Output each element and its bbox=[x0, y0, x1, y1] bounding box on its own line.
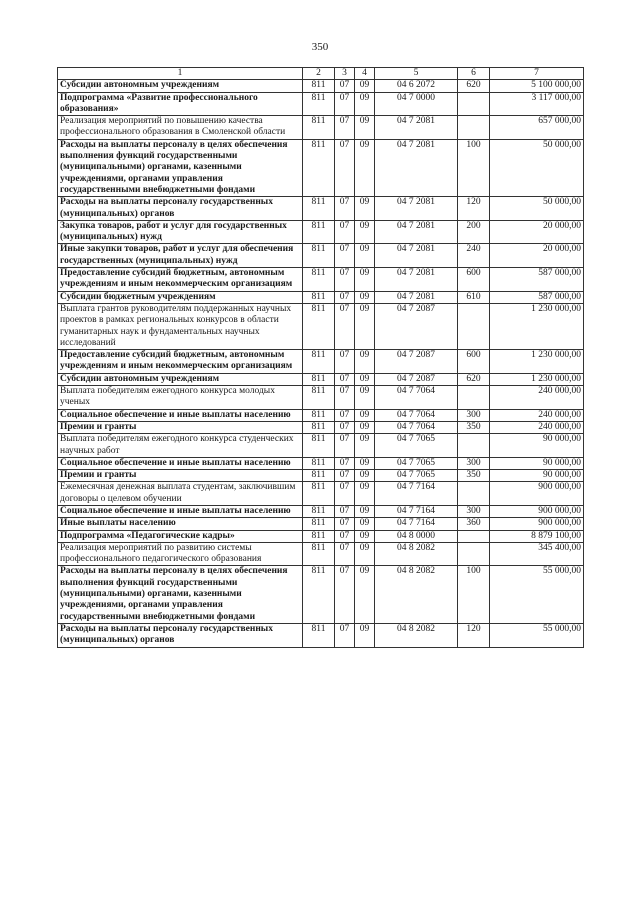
table-row bbox=[58, 244, 584, 268]
row-code-5-cell: 04 7 2081 bbox=[375, 220, 458, 244]
row-code-2-cell: 811 bbox=[303, 623, 335, 647]
row-code-3-cell: 07 bbox=[335, 139, 355, 196]
table-row bbox=[58, 434, 584, 458]
header-cell: 7 bbox=[490, 68, 584, 80]
row-amount-cell: 900 000,00 bbox=[490, 482, 584, 506]
row-amount-cell: 900 000,00 bbox=[490, 505, 584, 517]
row-code-5-cell: 04 7 7065 bbox=[375, 434, 458, 458]
row-code-4-cell: 09 bbox=[355, 457, 375, 469]
row-code-4-cell: 09 bbox=[355, 291, 375, 303]
row-code-4-cell: 09 bbox=[355, 139, 375, 196]
row-amount-cell: 90 000,00 bbox=[490, 457, 584, 469]
table-row bbox=[58, 518, 584, 530]
row-amount-cell: 55 000,00 bbox=[490, 623, 584, 647]
row-name-cell: Расходы на выплаты персоналу в целях обеспечения выполнения функций государственными (муниципальными) органами, казенными учреждениями, органами управления государственными внебюджетными фондами bbox=[58, 139, 303, 196]
table-row bbox=[58, 457, 584, 469]
row-code-6-cell bbox=[458, 434, 490, 458]
row-name-cell: Ежемесячная денежная выплата студентам, заключившим договоры о целевом обучении bbox=[58, 482, 303, 506]
row-amount-cell: 3 117 000,00 bbox=[490, 92, 584, 116]
row-code-6-cell: 610 bbox=[458, 291, 490, 303]
row-code-3-cell: 07 bbox=[335, 116, 355, 140]
row-amount-cell: 587 000,00 bbox=[490, 291, 584, 303]
row-code-5-cell: 04 8 2082 bbox=[375, 542, 458, 566]
row-code-4-cell: 09 bbox=[355, 116, 375, 140]
row-code-5-cell: 04 7 2087 bbox=[375, 303, 458, 349]
row-amount-cell: 240 000,00 bbox=[490, 386, 584, 410]
row-code-4-cell: 09 bbox=[355, 197, 375, 221]
row-code-3-cell: 07 bbox=[335, 530, 355, 542]
row-code-6-cell: 350 bbox=[458, 470, 490, 482]
row-code-3-cell: 07 bbox=[335, 268, 355, 292]
table-row bbox=[58, 268, 584, 292]
row-code-2-cell: 811 bbox=[303, 457, 335, 469]
header-cell: 2 bbox=[303, 68, 335, 80]
row-code-2-cell: 811 bbox=[303, 518, 335, 530]
row-code-4-cell: 09 bbox=[355, 505, 375, 517]
table-row bbox=[58, 530, 584, 542]
table-row bbox=[58, 197, 584, 221]
row-amount-cell: 240 000,00 bbox=[490, 421, 584, 433]
row-code-2-cell: 811 bbox=[303, 244, 335, 268]
row-name-cell: Подпрограмма «Развитие профессионального образования» bbox=[58, 92, 303, 116]
row-code-4-cell: 09 bbox=[355, 542, 375, 566]
row-code-5-cell: 04 7 7065 bbox=[375, 470, 458, 482]
row-code-4-cell: 09 bbox=[355, 303, 375, 349]
row-code-2-cell: 811 bbox=[303, 434, 335, 458]
row-amount-cell: 240 000,00 bbox=[490, 409, 584, 421]
table-row bbox=[58, 220, 584, 244]
table-row bbox=[58, 373, 584, 385]
table-header-row bbox=[58, 68, 584, 80]
row-code-3-cell: 07 bbox=[335, 291, 355, 303]
row-code-3-cell: 07 bbox=[335, 244, 355, 268]
row-code-6-cell bbox=[458, 92, 490, 116]
row-code-3-cell: 07 bbox=[335, 373, 355, 385]
row-amount-cell: 1 230 000,00 bbox=[490, 350, 584, 374]
row-code-5-cell: 04 7 7164 bbox=[375, 518, 458, 530]
row-code-3-cell: 07 bbox=[335, 80, 355, 92]
table-row bbox=[58, 409, 584, 421]
table-row bbox=[58, 623, 584, 647]
row-name-cell: Социальное обеспечение и иные выплаты населению bbox=[58, 505, 303, 517]
row-code-4-cell: 09 bbox=[355, 268, 375, 292]
table-row bbox=[58, 505, 584, 517]
row-code-3-cell: 07 bbox=[335, 220, 355, 244]
row-amount-cell: 8 879 100,00 bbox=[490, 530, 584, 542]
row-code-6-cell bbox=[458, 386, 490, 410]
row-code-6-cell: 240 bbox=[458, 244, 490, 268]
row-code-6-cell: 620 bbox=[458, 373, 490, 385]
row-code-5-cell: 04 8 2082 bbox=[375, 566, 458, 623]
row-code-4-cell: 09 bbox=[355, 530, 375, 542]
row-name-cell: Премии и гранты bbox=[58, 421, 303, 433]
row-code-3-cell: 07 bbox=[335, 421, 355, 433]
row-code-2-cell: 811 bbox=[303, 409, 335, 421]
row-code-4-cell: 09 bbox=[355, 92, 375, 116]
row-code-4-cell: 09 bbox=[355, 244, 375, 268]
header-cell: 4 bbox=[355, 68, 375, 80]
table-row bbox=[58, 482, 584, 506]
header-cell: 6 bbox=[458, 68, 490, 80]
page-number: 350 bbox=[311, 41, 329, 53]
row-code-6-cell: 600 bbox=[458, 350, 490, 374]
table-row bbox=[58, 291, 584, 303]
row-name-cell: Расходы на выплаты персоналу в целях обеспечения выполнения функций государственными (муниципальными) органами, казенными учреждениями, органами управления государственными внебюджетными фондами bbox=[58, 566, 303, 623]
row-code-4-cell: 09 bbox=[355, 518, 375, 530]
row-code-6-cell bbox=[458, 530, 490, 542]
row-amount-cell: 20 000,00 bbox=[490, 220, 584, 244]
row-code-3-cell: 07 bbox=[335, 434, 355, 458]
row-name-cell: Премии и гранты bbox=[58, 470, 303, 482]
row-code-5-cell: 04 7 7065 bbox=[375, 457, 458, 469]
row-amount-cell: 55 000,00 bbox=[490, 566, 584, 623]
row-code-2-cell: 811 bbox=[303, 291, 335, 303]
table-row bbox=[58, 566, 584, 623]
row-code-3-cell: 07 bbox=[335, 409, 355, 421]
header-cell: 3 bbox=[335, 68, 355, 80]
table-row bbox=[58, 303, 584, 349]
row-code-5-cell: 04 7 2081 bbox=[375, 139, 458, 196]
table-row bbox=[58, 386, 584, 410]
row-code-4-cell: 09 bbox=[355, 409, 375, 421]
row-code-3-cell: 07 bbox=[335, 566, 355, 623]
row-code-2-cell: 811 bbox=[303, 197, 335, 221]
row-code-5-cell: 04 7 0000 bbox=[375, 92, 458, 116]
table-row bbox=[58, 542, 584, 566]
row-code-2-cell: 811 bbox=[303, 505, 335, 517]
row-code-5-cell: 04 7 7064 bbox=[375, 409, 458, 421]
row-name-cell: Субсидии автономным учреждениям bbox=[58, 373, 303, 385]
row-name-cell: Выплата победителям ежегодного конкурса молодых ученых bbox=[58, 386, 303, 410]
row-code-3-cell: 07 bbox=[335, 505, 355, 517]
row-code-3-cell: 07 bbox=[335, 92, 355, 116]
row-code-2-cell: 811 bbox=[303, 116, 335, 140]
row-code-6-cell bbox=[458, 303, 490, 349]
row-code-3-cell: 07 bbox=[335, 482, 355, 506]
budget-table bbox=[57, 67, 584, 648]
header-cell: 1 bbox=[58, 68, 303, 80]
row-name-cell: Социальное обеспечение и иные выплаты населению bbox=[58, 409, 303, 421]
row-code-2-cell: 811 bbox=[303, 92, 335, 116]
row-code-5-cell: 04 7 2081 bbox=[375, 197, 458, 221]
row-name-cell: Закупка товаров, работ и услуг для государственных (муниципальных) нужд bbox=[58, 220, 303, 244]
row-name-cell: Реализация мероприятий по повышению качества профессионального образования в Смоленской области bbox=[58, 116, 303, 140]
row-code-2-cell: 811 bbox=[303, 470, 335, 482]
table-row bbox=[58, 470, 584, 482]
table-body bbox=[58, 80, 584, 647]
row-amount-cell: 657 000,00 bbox=[490, 116, 584, 140]
row-code-5-cell: 04 7 2081 bbox=[375, 244, 458, 268]
row-code-5-cell: 04 7 2087 bbox=[375, 350, 458, 374]
row-amount-cell: 345 400,00 bbox=[490, 542, 584, 566]
row-amount-cell: 50 000,00 bbox=[490, 139, 584, 196]
row-name-cell: Предоставление субсидий бюджетным, автономным учреждениям и иным некоммерческим организациям bbox=[58, 350, 303, 374]
row-amount-cell: 900 000,00 bbox=[490, 518, 584, 530]
row-name-cell: Иные закупки товаров, работ и услуг для обеспечения государственных (муниципальных) нужд bbox=[58, 244, 303, 268]
row-name-cell: Иные выплаты населению bbox=[58, 518, 303, 530]
table-row bbox=[58, 116, 584, 140]
row-name-cell: Расходы на выплаты персоналу государственных (муниципальных) органов bbox=[58, 623, 303, 647]
row-code-4-cell: 09 bbox=[355, 482, 375, 506]
row-code-5-cell: 04 8 0000 bbox=[375, 530, 458, 542]
row-code-2-cell: 811 bbox=[303, 482, 335, 506]
row-amount-cell: 587 000,00 bbox=[490, 268, 584, 292]
row-code-6-cell: 120 bbox=[458, 623, 490, 647]
row-code-6-cell: 100 bbox=[458, 139, 490, 196]
row-code-6-cell bbox=[458, 116, 490, 140]
table-row bbox=[58, 80, 584, 92]
row-name-cell: Выплата победителям ежегодного конкурса студенческих научных работ bbox=[58, 434, 303, 458]
row-code-3-cell: 07 bbox=[335, 457, 355, 469]
row-code-6-cell: 360 bbox=[458, 518, 490, 530]
row-code-2-cell: 811 bbox=[303, 542, 335, 566]
table-row bbox=[58, 350, 584, 374]
row-code-4-cell: 09 bbox=[355, 373, 375, 385]
row-code-2-cell: 811 bbox=[303, 139, 335, 196]
row-amount-cell: 90 000,00 bbox=[490, 470, 584, 482]
row-code-4-cell: 09 bbox=[355, 434, 375, 458]
row-code-6-cell: 100 bbox=[458, 566, 490, 623]
row-code-4-cell: 09 bbox=[355, 220, 375, 244]
row-code-2-cell: 811 bbox=[303, 80, 335, 92]
row-code-6-cell: 350 bbox=[458, 421, 490, 433]
row-code-3-cell: 07 bbox=[335, 303, 355, 349]
row-amount-cell: 90 000,00 bbox=[490, 434, 584, 458]
row-code-4-cell: 09 bbox=[355, 566, 375, 623]
row-code-2-cell: 811 bbox=[303, 220, 335, 244]
row-code-2-cell: 811 bbox=[303, 386, 335, 410]
row-code-6-cell: 200 bbox=[458, 220, 490, 244]
row-code-4-cell: 09 bbox=[355, 623, 375, 647]
row-code-3-cell: 07 bbox=[335, 542, 355, 566]
row-code-6-cell bbox=[458, 482, 490, 506]
row-code-2-cell: 811 bbox=[303, 268, 335, 292]
row-code-5-cell: 04 7 2081 bbox=[375, 291, 458, 303]
row-code-5-cell: 04 7 7064 bbox=[375, 421, 458, 433]
row-code-6-cell: 300 bbox=[458, 409, 490, 421]
row-amount-cell: 20 000,00 bbox=[490, 244, 584, 268]
table-row bbox=[58, 92, 584, 116]
row-amount-cell: 5 100 000,00 bbox=[490, 80, 584, 92]
row-code-2-cell: 811 bbox=[303, 421, 335, 433]
row-code-2-cell: 811 bbox=[303, 350, 335, 374]
row-code-4-cell: 09 bbox=[355, 421, 375, 433]
row-code-2-cell: 811 bbox=[303, 566, 335, 623]
table-row bbox=[58, 139, 584, 196]
row-code-6-cell: 600 bbox=[458, 268, 490, 292]
row-code-6-cell bbox=[458, 542, 490, 566]
row-code-3-cell: 07 bbox=[335, 470, 355, 482]
row-name-cell: Расходы на выплаты персоналу государственных (муниципальных) органов bbox=[58, 197, 303, 221]
row-amount-cell: 1 230 000,00 bbox=[490, 303, 584, 349]
row-code-5-cell: 04 6 2072 bbox=[375, 80, 458, 92]
row-name-cell: Социальное обеспечение и иные выплаты населению bbox=[58, 457, 303, 469]
row-code-6-cell: 620 bbox=[458, 80, 490, 92]
row-name-cell: Субсидии бюджетным учреждениям bbox=[58, 291, 303, 303]
row-code-5-cell: 04 7 7064 bbox=[375, 386, 458, 410]
row-code-6-cell: 300 bbox=[458, 457, 490, 469]
row-code-2-cell: 811 bbox=[303, 303, 335, 349]
row-code-5-cell: 04 7 7164 bbox=[375, 505, 458, 517]
row-code-5-cell: 04 7 7164 bbox=[375, 482, 458, 506]
row-code-5-cell: 04 8 2082 bbox=[375, 623, 458, 647]
row-code-4-cell: 09 bbox=[355, 386, 375, 410]
table-row bbox=[58, 421, 584, 433]
row-code-4-cell: 09 bbox=[355, 470, 375, 482]
row-code-5-cell: 04 7 2081 bbox=[375, 268, 458, 292]
row-code-6-cell: 120 bbox=[458, 197, 490, 221]
row-code-2-cell: 811 bbox=[303, 530, 335, 542]
header-cell: 5 bbox=[375, 68, 458, 80]
row-name-cell: Субсидии автономным учреждениям bbox=[58, 80, 303, 92]
row-code-6-cell: 300 bbox=[458, 505, 490, 517]
row-code-3-cell: 07 bbox=[335, 197, 355, 221]
row-name-cell: Предоставление субсидий бюджетным, автономным учреждениям и иным некоммерческим организациям bbox=[58, 268, 303, 292]
row-code-4-cell: 09 bbox=[355, 350, 375, 374]
row-name-cell: Реализация мероприятий по развитию системы профессионального педагогического образования bbox=[58, 542, 303, 566]
row-amount-cell: 1 230 000,00 bbox=[490, 373, 584, 385]
row-code-3-cell: 07 bbox=[335, 623, 355, 647]
row-code-5-cell: 04 7 2087 bbox=[375, 373, 458, 385]
row-code-3-cell: 07 bbox=[335, 386, 355, 410]
row-code-3-cell: 07 bbox=[335, 518, 355, 530]
row-code-3-cell: 07 bbox=[335, 350, 355, 374]
row-amount-cell: 50 000,00 bbox=[490, 197, 584, 221]
row-code-5-cell: 04 7 2081 bbox=[375, 116, 458, 140]
row-name-cell: Подпрограмма «Педагогические кадры» bbox=[58, 530, 303, 542]
row-code-2-cell: 811 bbox=[303, 373, 335, 385]
row-code-4-cell: 09 bbox=[355, 80, 375, 92]
row-name-cell: Выплата грантов руководителям поддержанных научных проектов в рамках региональных конкурсов в области гуманитарных наук и фундаментальных научных исследований bbox=[58, 303, 303, 349]
